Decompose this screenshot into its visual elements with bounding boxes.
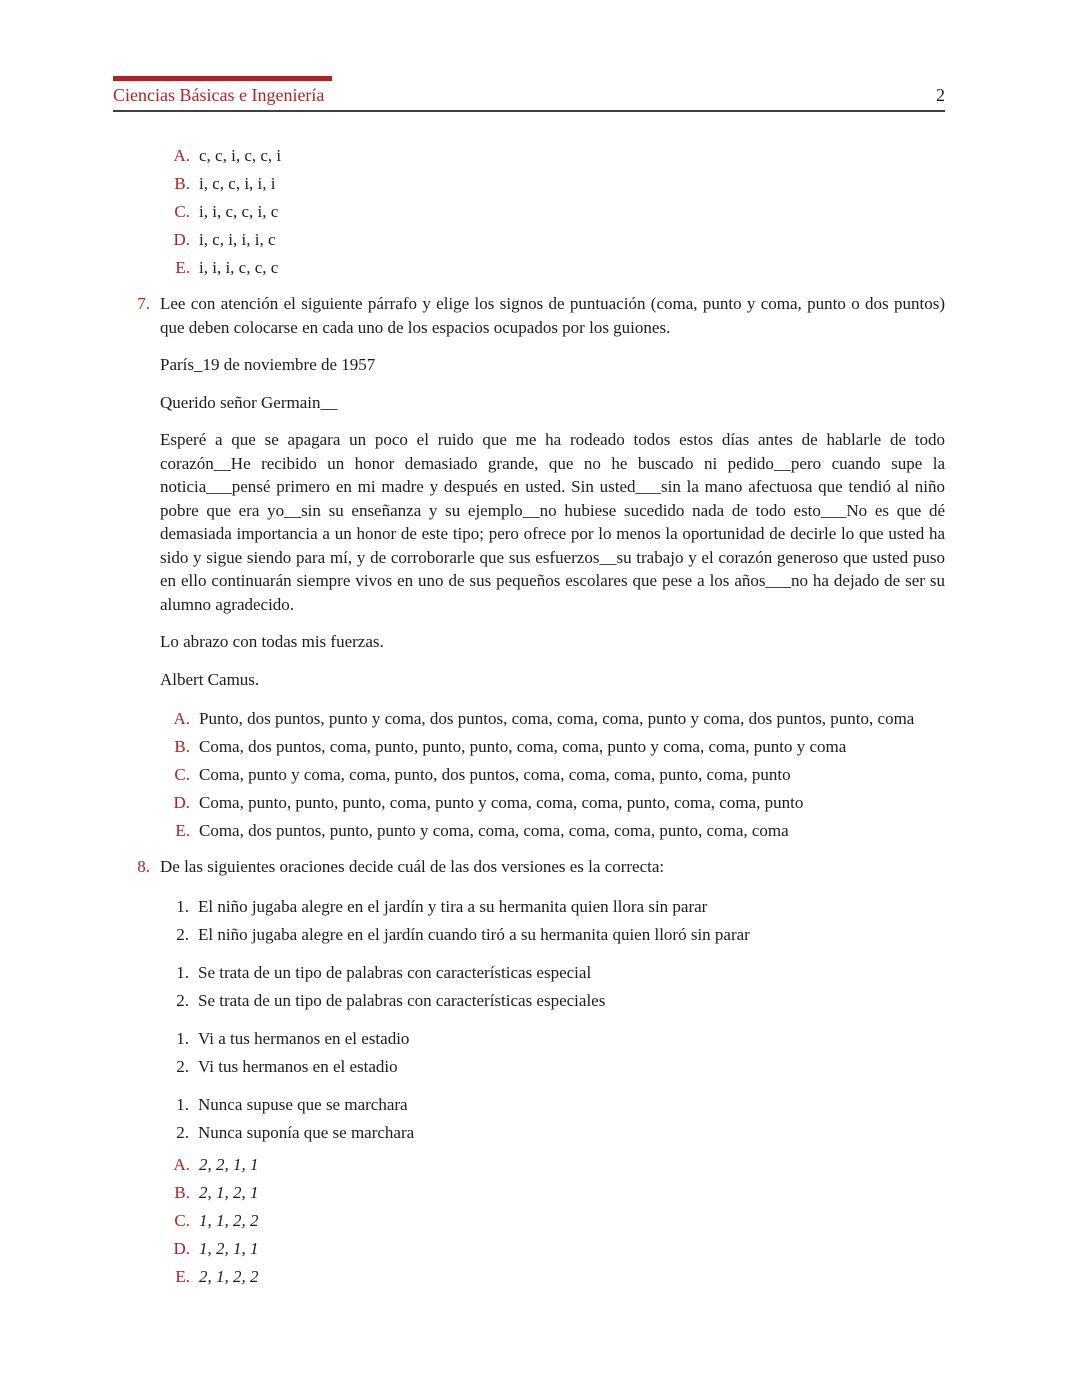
item-number: 2. — [176, 990, 189, 1010]
option-row — [113, 1210, 945, 1231]
option-letter: E. — [175, 258, 190, 277]
option-text: Punto, dos puntos, punto y coma, dos puntos, coma, coma, coma, punto y coma, dos puntos, punto, coma — [199, 709, 915, 728]
question-prompt: De las siguientes oraciones decide cuál de las dos versiones es la correcta: — [160, 857, 665, 876]
letter-body: Esperé a que se apagara un poco el ruido que me ha rodeado todos estos días antes de hablarle de todo corazón__He recibido un honor demasiado grande, que no he buscado ni pedido__pero cuando supe la noticia___pensé primero en mi madre y después en usted. Sin usted___sin la mano afectuosa que tendió al niño pobre que era yo__sin su enseñanza y su ejemplo__no hubiese sucedido nada de todo esto___No es que dé demasiada importancia a un honor de este tipo; pero ofrece por lo menos la oportunidad de decirle lo que usted ha sido y sigue siendo para mí, y de corroborarle que sus esfuerzos__su trabajo y el corazón generoso que usted puso en ello continuarán siempre vivos en uno de sus pequeños escolares que pese a los años___no ha dejado de ser su alumno agradecido. — [160, 430, 945, 614]
question-8-prompt-row — [113, 855, 945, 879]
option-text: 1, 1, 2, 2 — [199, 1210, 259, 1230]
item-text: Nunca suponía que se marchara — [198, 1122, 415, 1142]
item-text: El niño jugaba alegre en el jardín cuando tiró a su hermanita quien lloró sin parar — [198, 924, 750, 944]
page-header — [113, 84, 945, 106]
header-rule — [113, 110, 945, 112]
option-row — [113, 257, 945, 278]
question-7-options — [113, 708, 945, 841]
list-item — [113, 990, 945, 1011]
option-letter: E. — [175, 1266, 190, 1286]
option-row — [113, 1266, 945, 1287]
item-number: 1. — [176, 962, 189, 982]
list-item — [113, 1122, 945, 1143]
option-text: i, i, i, c, c, c — [199, 258, 279, 277]
list-item — [113, 1094, 945, 1115]
option-row — [113, 1182, 945, 1203]
page-content — [113, 0, 945, 1294]
letter-salutation: Querido señor Germain__ — [160, 392, 338, 412]
sentence-pair-2 — [113, 962, 945, 1011]
option-letter: A. — [173, 709, 190, 728]
sentence-pair-1 — [113, 896, 945, 945]
question-number: 7. — [137, 294, 150, 313]
option-row — [113, 229, 945, 250]
camus-letter — [160, 353, 945, 691]
list-item — [113, 962, 945, 983]
page-number: 2 — [936, 85, 945, 105]
option-row — [113, 173, 945, 194]
question-number: 8. — [137, 857, 150, 876]
item-text: Vi tus hermanos en el estadio — [198, 1056, 398, 1076]
item-text: Nunca supuse que se marchara — [198, 1094, 408, 1114]
option-text: Coma, punto, punto, punto, coma, punto y coma, coma, coma, punto, coma, coma, punto — [199, 793, 804, 812]
option-letter: B. — [174, 174, 190, 193]
option-row — [113, 1238, 945, 1259]
item-text: Se trata de un tipo de palabras con características especial — [198, 962, 592, 982]
question-7 — [113, 292, 945, 841]
option-text: i, c, c, i, i, i — [199, 174, 276, 193]
item-number: 1. — [176, 896, 189, 916]
option-letter: B. — [174, 737, 190, 756]
sentence-pair-3 — [113, 1028, 945, 1077]
letter-dateline: París_19 de noviembre de 1957 — [160, 355, 376, 374]
list-item — [113, 924, 945, 945]
list-item — [113, 896, 945, 917]
option-letter: D. — [173, 1238, 190, 1258]
option-letter: C. — [174, 765, 190, 784]
option-row — [113, 820, 945, 841]
item-text: Vi a tus hermanos en el estadio — [198, 1028, 410, 1048]
option-letter: D. — [173, 230, 190, 249]
letter-closing: Lo abrazo con todas mis fuerzas. — [160, 632, 384, 651]
letter-signature: Albert Camus. — [160, 669, 260, 689]
question-8-options — [113, 1154, 945, 1287]
item-number: 2. — [176, 1122, 189, 1142]
option-row — [113, 1154, 945, 1175]
item-number: 2. — [176, 1056, 189, 1076]
option-text: 2, 1, 2, 2 — [199, 1266, 259, 1286]
item-number: 2. — [176, 924, 189, 944]
item-number: 1. — [176, 1094, 189, 1114]
header-title: Ciencias Básicas e Ingeniería — [113, 85, 325, 105]
item-number: 1. — [176, 1028, 189, 1048]
option-text: Coma, dos puntos, coma, punto, punto, punto, coma, coma, punto y coma, coma, punto y coma — [199, 737, 847, 756]
option-row — [113, 201, 945, 222]
question-prompt: Lee con atención el siguiente párrafo y elige los signos de puntuación (coma, punto y coma, punto o dos puntos) que deben colocarse en cada uno de los espacios ocupados por los guiones. — [160, 294, 945, 337]
option-text: Coma, dos puntos, punto, punto y coma, coma, coma, coma, coma, punto, coma, coma — [199, 821, 789, 840]
question-6-options — [113, 145, 945, 278]
item-text: Se trata de un tipo de palabras con características especiales — [198, 990, 606, 1010]
question-8 — [113, 855, 945, 1287]
question-7-prompt-row — [113, 292, 945, 339]
item-text: El niño jugaba alegre en el jardín y tira a su hermanita quien llora sin parar — [198, 896, 708, 916]
option-letter: B. — [174, 1182, 190, 1202]
option-letter: D. — [173, 793, 190, 812]
option-letter: E. — [175, 821, 190, 840]
option-letter: A. — [173, 146, 190, 165]
list-item — [113, 1028, 945, 1049]
option-row — [113, 708, 945, 729]
option-row — [113, 792, 945, 813]
option-text: Coma, punto y coma, coma, punto, dos puntos, coma, coma, coma, punto, coma, punto — [199, 765, 791, 784]
option-letter: C. — [174, 202, 190, 221]
option-text: i, c, i, i, i, c — [199, 230, 276, 249]
option-text: i, i, c, c, i, c — [199, 202, 279, 221]
option-text: 2, 2, 1, 1 — [199, 1154, 259, 1174]
option-text: 1, 2, 1, 1 — [199, 1238, 259, 1258]
option-letter: A. — [173, 1154, 190, 1174]
sentence-pair-4 — [113, 1094, 945, 1143]
option-letter: C. — [174, 1210, 190, 1230]
option-row — [113, 764, 945, 785]
option-text: c, c, i, c, c, i — [199, 146, 282, 165]
option-text: 2, 1, 2, 1 — [199, 1182, 259, 1202]
option-row — [113, 736, 945, 757]
list-item — [113, 1056, 945, 1077]
option-row — [113, 145, 945, 166]
